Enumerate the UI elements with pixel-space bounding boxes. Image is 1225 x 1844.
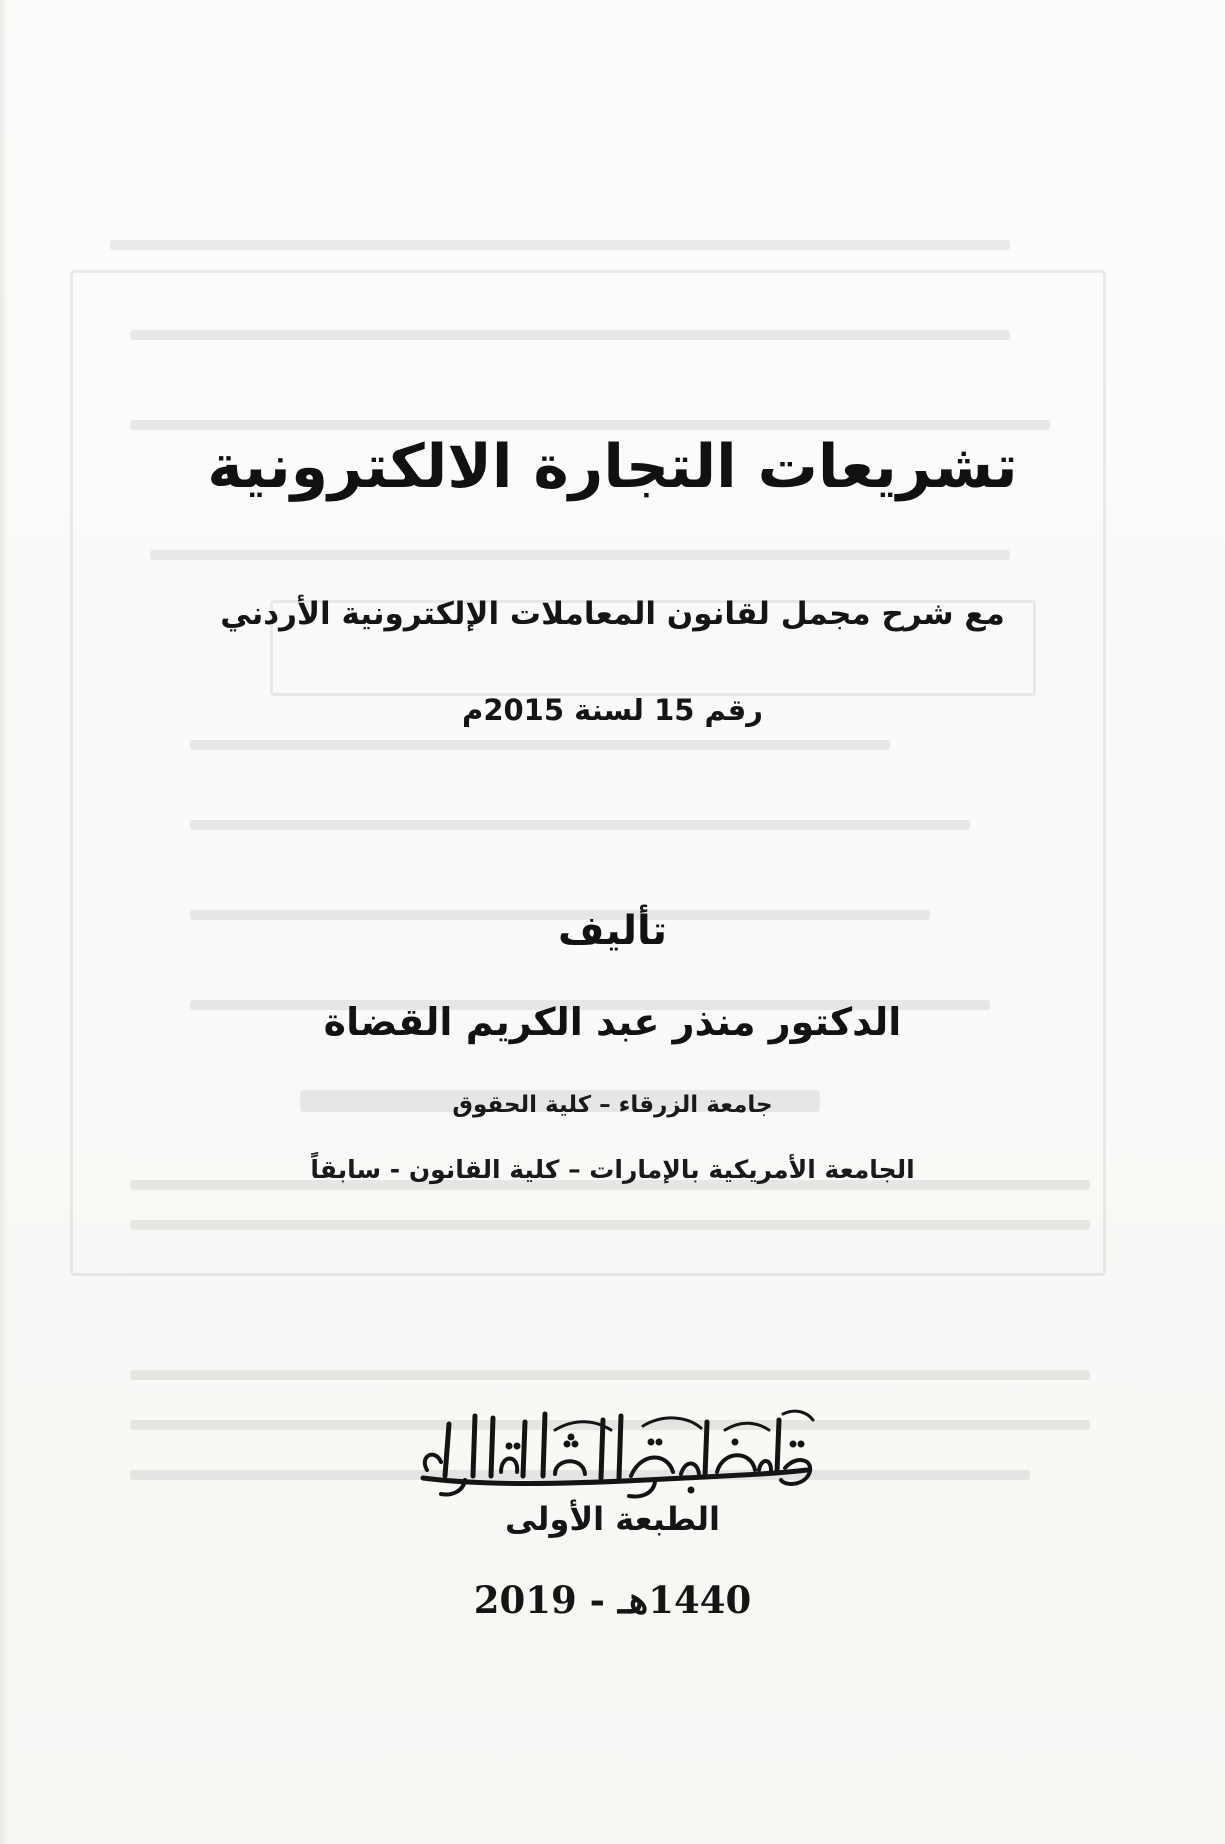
show-through-reverse-page	[70, 220, 1110, 1520]
book-subtitle: مع شرح مجمل لقانون المعاملات الإلكترونية الأردني	[220, 596, 1005, 632]
author-affiliation-current: جامعة الزرقاء – كلية الحقوق	[452, 1092, 773, 1118]
book-title: تشريعات التجارة الالكترونية	[207, 432, 1018, 502]
author-label: تأليف	[557, 908, 668, 954]
author-affiliation-former: الجامعة الأمريكية بالإمارات – كلية القانون - سابقاً	[310, 1155, 915, 1184]
law-number: رقم 15 لسنة 2015م	[462, 693, 763, 727]
author-name: الدكتور منذر عبد الكريم القضاة	[323, 1000, 902, 1044]
publication-year: 1440هـ - 2019	[473, 1578, 752, 1622]
publisher-logo	[405, 1400, 825, 1500]
edition-label: الطبعة الأولى	[505, 1500, 720, 1538]
